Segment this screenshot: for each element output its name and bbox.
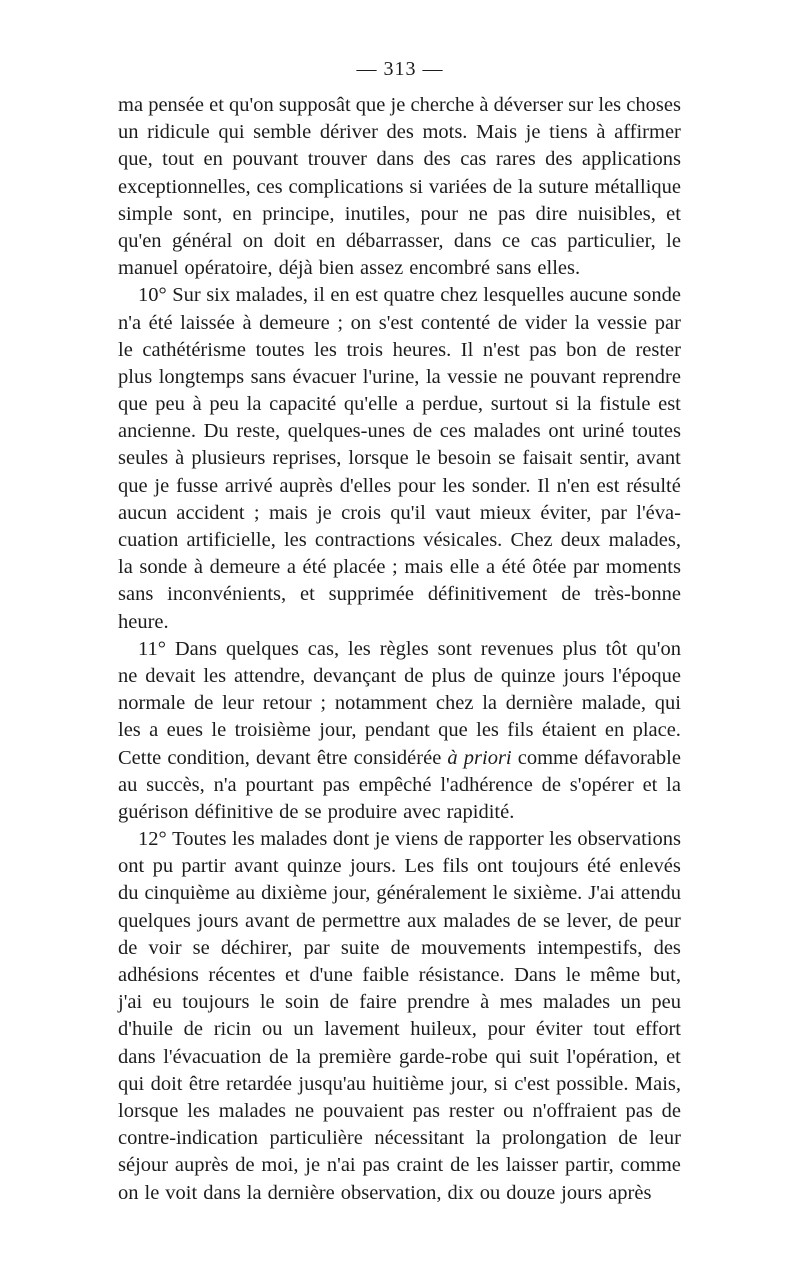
paragraph-p-12 [118, 826, 681, 1207]
text-line: séjour auprès de moi, je n'ai pas craint de les laisser partir, comme [118, 1154, 681, 1177]
text-line: n'a été laissée à demeure ; on s'est contenté de vider la vessie par [118, 311, 681, 334]
text-line: ont pu partir avant quinze jours. Les fils ont toujours été enlevés [118, 855, 681, 878]
paragraph-p-continued [118, 92, 681, 282]
text-line: contre-indication particulière nécessitant la prolongation de leur [118, 1127, 681, 1150]
text-line: sans inconvénients, et supprimée définitivement de très-bonne [118, 583, 681, 606]
text-line: cuation artificielle, les contractions vésicales. Chez deux malades, [118, 529, 681, 551]
paragraph-p-11 [118, 636, 681, 826]
text-line: les a eues le troisième jour, pendant que les fils étaient en place. [118, 719, 681, 742]
text-line: 10° Sur six malades, il en est quatre chez lesquelles aucune sonde [138, 284, 681, 307]
text-line: normale de leur retour ; notamment chez la dernière malade, qui [118, 692, 681, 715]
text-line: ma pensée et qu'on supposât que je cherche à déverser sur les choses [118, 94, 681, 116]
text-line: plus longtemps sans évacuer l'urine, la vessie ne pouvant reprendre [118, 365, 681, 388]
page-number: — 313 — [356, 58, 444, 80]
text-line: simple sont, en principe, inutiles, pour ne pas dire nuisibles, et [118, 202, 681, 225]
text-line: que je fusse arrivé auprès d'elles pour les sonder. Il n'en est résulté [118, 474, 681, 497]
text-line: lorsque les malades ne pouvaient pas rester ou n'offraient pas de [118, 1099, 681, 1122]
text-line: Cette condition, devant être considérée à priori comme défavorable [118, 746, 681, 769]
text-line: d'huile de ricin ou un lavement huileux, pour éviter tout effort [118, 1018, 681, 1041]
text-line: ancienne. Du reste, quelques-unes de ces malades ont uriné toutes [118, 420, 681, 443]
text-line: qui doit être retardée jusqu'au huitième jour, si c'est possible. Mais, [118, 1072, 681, 1095]
text-line: j'ai eu toujours le soin de faire prendre à mes malades un peu [118, 991, 681, 1014]
text-line: exceptionnelles, ces complications si variées de la suture métallique [118, 175, 681, 198]
text-line: que peu à peu la capacité qu'elle a perdue, surtout si la fistule est [118, 393, 681, 416]
text-line: heure. [118, 610, 169, 633]
text-line: on le voit dans la dernière observation, dix ou douze jours après [118, 1181, 652, 1204]
body-text [118, 92, 681, 1207]
text-line: seules à plusieurs reprises, lorsque le besoin se faisait sentir, avant [118, 447, 681, 470]
text-line: au succès, n'a pourtant pas empêché l'adhérence de s'opérer et la [118, 773, 681, 796]
text-line: dans l'évacuation de la première garde-robe qui suit l'opération, et [118, 1045, 681, 1068]
text-line: de voir se déchirer, par suite de mouvements intempestifs, des [118, 936, 681, 959]
text-line: aucun accident ; mais je crois qu'il vaut mieux éviter, par l'éva- [118, 501, 681, 524]
text-line: adhésions récentes et d'une faible résistance. Dans le même but, [118, 964, 681, 986]
text-line: guérison définitive de se produire avec rapidité. [118, 800, 515, 823]
paragraph-p-10 [118, 282, 681, 635]
text-line: 12° Toutes les malades dont je viens de rapporter les observations [138, 828, 681, 851]
text-line: qu'en général on doit en débarrasser, dans ce cas particulier, le [118, 229, 681, 252]
text-line: du cinquième au dixième jour, généralement le sixième. J'ai attendu [118, 882, 681, 905]
text-line: manuel opératoire, déjà bien assez encombré sans elles. [118, 257, 581, 280]
text-line: le cathétérisme toutes les trois heures. Il n'est pas bon de rester [118, 338, 681, 361]
text-line: quelques jours avant de permettre aux malades de se lever, de peur [118, 909, 681, 932]
text-line: que, tout en pouvant trouver dans des cas rares des applications [118, 148, 681, 171]
text-line: ne devait les attendre, devançant de plus de quinze jours l'époque [118, 664, 681, 687]
text-line: 11° Dans quelques cas, les règles sont revenues plus tôt qu'on [138, 637, 681, 660]
text-line: la sonde à demeure a été placée ; mais elle a été ôtée par moments [118, 556, 681, 579]
text-line: un ridicule qui semble dériver des mots. Mais je tiens à affirmer [118, 121, 681, 144]
